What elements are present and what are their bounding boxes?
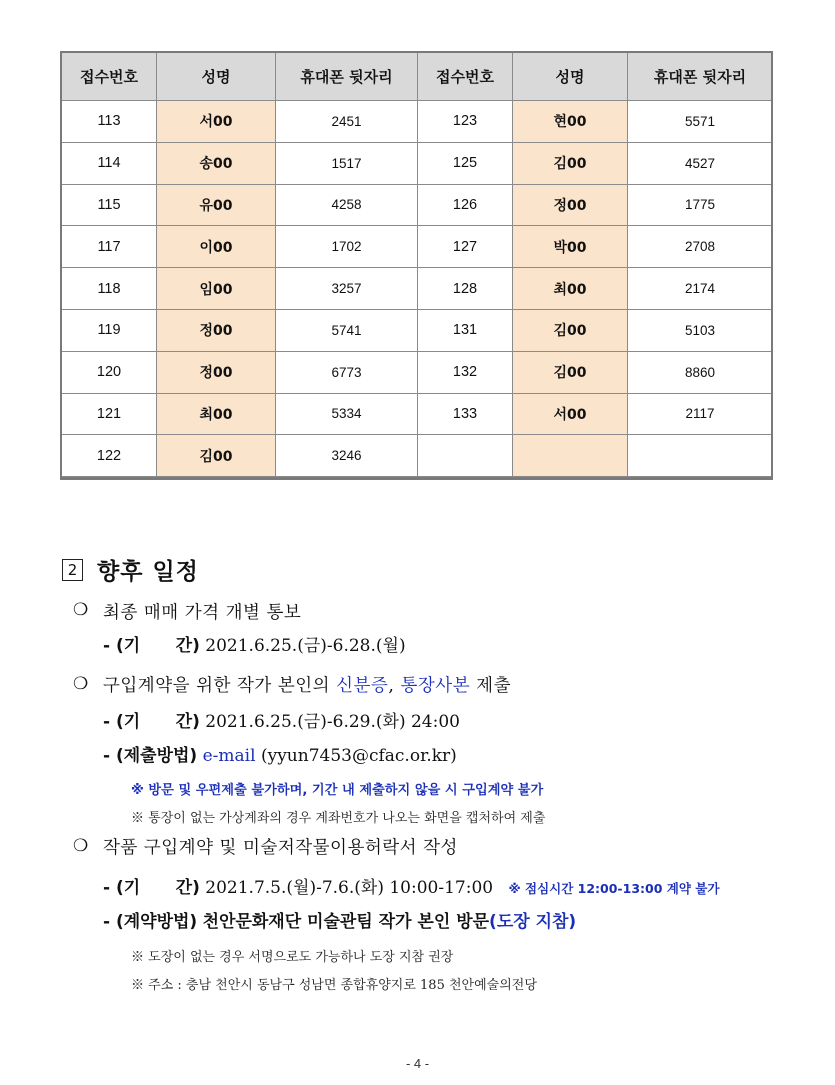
receipt-no-cell: 127 — [418, 226, 513, 268]
receipt-no-cell: 126 — [418, 184, 513, 226]
period-label: - (기 간) — [103, 712, 200, 732]
bullet-icon: ❍ — [73, 600, 89, 620]
method-label: - (제출방법) — [103, 746, 198, 766]
name-cell: 이00 — [157, 226, 276, 268]
comma-text: , — [388, 676, 401, 696]
phone-cell: 1775 — [628, 184, 773, 226]
phone-cell: 5571 — [628, 101, 773, 143]
receipt-no-cell: 122 — [62, 435, 157, 477]
receipt-no-cell: 114 — [62, 142, 157, 184]
item2-note-capture: ※ 통장이 없는 가상계좌의 경우 계좌번호가 나오는 화면을 캡처하여 제출 — [131, 811, 546, 826]
receipt-no-cell: 117 — [62, 226, 157, 268]
method-value: 천안문화재단 미술관팀 작가 본인 방문 — [202, 912, 490, 932]
phone-cell: 1517 — [276, 142, 418, 184]
name-cell: 정00 — [157, 351, 276, 393]
receipt-no-cell: 123 — [418, 101, 513, 143]
name-cell: 정00 — [513, 184, 628, 226]
period-label: - (기 간) — [103, 878, 200, 898]
phone-cell: 1702 — [276, 226, 418, 268]
section-number-box: 2 — [62, 559, 83, 581]
table-row — [62, 393, 773, 435]
item3-period — [103, 873, 719, 898]
receipt-no-cell: 121 — [62, 393, 157, 435]
name-cell: 김00 — [513, 351, 628, 393]
table-row — [62, 142, 773, 184]
name-cell: 박00 — [513, 226, 628, 268]
phone-cell: 4258 — [276, 184, 418, 226]
method-label: - (계약방법) — [103, 912, 198, 932]
name-cell: 임00 — [157, 268, 276, 310]
phone-cell: 2451 — [276, 101, 418, 143]
email-link[interactable]: e-mail — [202, 746, 256, 766]
receipt-no-cell: 128 — [418, 268, 513, 310]
phone-cell — [628, 435, 773, 477]
phone-cell: 4527 — [628, 142, 773, 184]
col-header-name: 성명 — [157, 53, 276, 101]
name-cell: 서00 — [157, 101, 276, 143]
period-value: 2021.6.25.(금)-6.29.(화) 24:00 — [205, 712, 460, 732]
phone-cell: 5741 — [276, 309, 418, 351]
table-header-row — [62, 53, 773, 101]
section-heading — [62, 553, 199, 586]
period-label: - (기 간) — [103, 636, 200, 656]
name-cell: 김00 — [513, 142, 628, 184]
table-row — [62, 268, 773, 310]
phone-cell: 2708 — [628, 226, 773, 268]
item1-period — [103, 631, 406, 656]
receipt-no-cell: 125 — [418, 142, 513, 184]
col-header-receipt-no: 접수번호 — [62, 53, 157, 101]
bullet-icon: ❍ — [73, 674, 89, 694]
receipt-no-cell: 132 — [418, 351, 513, 393]
page-number: - 4 - — [405, 1056, 430, 1071]
item3-method — [103, 907, 576, 932]
name-cell: 김00 — [513, 309, 628, 351]
name-cell: 서00 — [513, 393, 628, 435]
receipt-no-cell: 119 — [62, 309, 157, 351]
bring-stamp-text: (도장 지참) — [489, 912, 577, 932]
item1-title: 최종 매매 가격 개별 통보 — [103, 603, 302, 623]
name-cell — [513, 435, 628, 477]
phone-cell: 8860 — [628, 351, 773, 393]
col-header-phone: 휴대폰 뒷자리 — [628, 53, 773, 101]
receipt-no-cell — [418, 435, 513, 477]
col-header-phone: 휴대폰 뒷자리 — [276, 53, 418, 101]
name-cell: 최00 — [513, 268, 628, 310]
item3-note-address: ※ 주소 : 충남 천안시 동남구 성남면 종합휴양지로 185 천안예술의전당 — [131, 978, 537, 993]
receipt-no-cell: 120 — [62, 351, 157, 393]
period-value: 2021.6.25.(금)-6.28.(월) — [205, 636, 406, 656]
phone-cell: 2174 — [628, 268, 773, 310]
table-row — [62, 101, 773, 143]
receipt-no-cell: 118 — [62, 268, 157, 310]
item3-note-stamp: ※ 도장이 없는 경우 서명으로도 가능하나 도장 지참 권장 — [131, 950, 454, 965]
table-row — [62, 184, 773, 226]
name-cell: 정00 — [157, 309, 276, 351]
table-row — [62, 435, 773, 477]
item3-title: 작품 구입계약 및 미술저작물이용허락서 작성 — [103, 838, 458, 858]
item2-period — [103, 707, 460, 732]
email-address: (yyun7453@cfac.or.kr) — [260, 746, 457, 766]
bankbook-text: 통장사본 — [400, 676, 471, 696]
lunch-note: ※ 점심시간 12:00-13:00 계약 불가 — [508, 881, 720, 896]
phone-cell: 2117 — [628, 393, 773, 435]
name-cell: 최00 — [157, 393, 276, 435]
section-title: 향후 일정 — [97, 559, 199, 585]
bullet-icon: ❍ — [73, 836, 89, 856]
name-cell: 유00 — [157, 184, 276, 226]
receipt-no-cell: 113 — [62, 101, 157, 143]
table-row — [62, 351, 773, 393]
phone-cell: 5103 — [628, 309, 773, 351]
item2-title-text: 구입계약을 위한 작가 본인의 — [103, 676, 337, 696]
item2-method — [103, 741, 457, 766]
name-cell: 송00 — [157, 142, 276, 184]
phone-cell: 5334 — [276, 393, 418, 435]
col-header-name: 성명 — [513, 53, 628, 101]
period-value: 2021.7.5.(월)-7.6.(화) 10:00-17:00 — [205, 878, 494, 898]
phone-cell: 3246 — [276, 435, 418, 477]
applicant-table — [61, 52, 773, 477]
id-card-text: 신분증 — [336, 676, 389, 696]
receipt-no-cell: 131 — [418, 309, 513, 351]
phone-cell: 6773 — [276, 351, 418, 393]
col-header-receipt-no: 접수번호 — [418, 53, 513, 101]
receipt-no-cell: 133 — [418, 393, 513, 435]
receipt-no-cell: 115 — [62, 184, 157, 226]
item2-title — [103, 672, 511, 697]
table-row — [62, 226, 773, 268]
name-cell: 현00 — [513, 101, 628, 143]
name-cell: 김00 — [157, 435, 276, 477]
submit-text: 제출 — [470, 676, 511, 696]
item2-note-warning: ※ 방문 및 우편제출 불가하며, 기간 내 제출하지 않을 시 구입계약 불가 — [131, 783, 544, 798]
phone-cell: 3257 — [276, 268, 418, 310]
table-row — [62, 309, 773, 351]
